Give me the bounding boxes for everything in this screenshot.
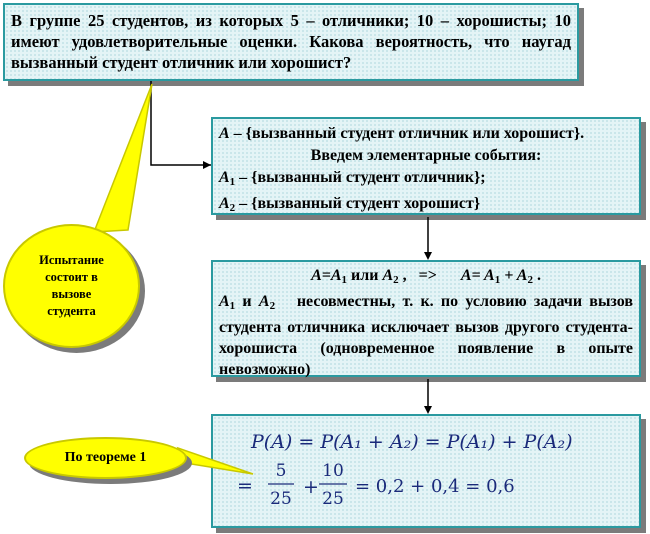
probability-sum-formula: P(A) = P(A₁ + A₂) = P(A₁) + P(A₂) (251, 431, 573, 453)
rel-sum: A= A (460, 267, 495, 284)
rel-end: . (532, 267, 541, 284)
rel-sum-sub1: 1 (494, 274, 501, 286)
event-a2-text: – {вызванный студент хорошист} (235, 195, 481, 212)
fraction2-denominator: 25 (322, 489, 344, 509)
rel-a2: A (382, 267, 394, 284)
rel-sum-sub2: 2 (527, 274, 533, 286)
formula-plus-sign: + (303, 476, 319, 498)
formula-eq-sign: = (237, 475, 253, 497)
theorem-callout (24, 437, 187, 479)
theorem-callout-pointer (178, 448, 253, 474)
rel-implies: , => (398, 267, 461, 284)
event-a-text: – {вызванный студент отличник или хорошист}. (229, 125, 585, 142)
exp-sub2: 2 (269, 300, 276, 312)
rel-plus: + A (500, 267, 528, 284)
rel-sub1: 1 (341, 274, 348, 286)
exp-sub1: 1 (229, 300, 236, 312)
exp-a2: A (258, 293, 270, 310)
rel-a: A=A (311, 267, 342, 284)
arrowhead-reasoning (424, 252, 432, 260)
theorem-callout-text: По теореме 1 (64, 450, 147, 465)
var-a1: A (219, 169, 230, 186)
exp-and: и (235, 293, 259, 310)
var-a: A (219, 125, 230, 142)
fraction1-denominator: 25 (270, 489, 292, 509)
problem-text: В группе 25 студентов, из которых 5 – отличники; 10 – хорошисты; 10 имеют удовлетворительные оценки. Какова вероятность, что наугад вызванный студент отличник или хорошист? (11, 11, 571, 72)
rel-or: или (347, 267, 383, 284)
fraction1-numerator: 5 (275, 461, 287, 481)
trial-callout (3, 224, 140, 348)
arrowhead-events (203, 161, 211, 169)
trial-callout-text: Испытание состоит в вызове студента (39, 253, 104, 318)
var-a2: A (219, 195, 230, 212)
exp-text: несовместны, т. к. по условию задачи вызов студента отличника исключает вызов другого студента-хорошиста (одновременное появление в опыте невозможно) (219, 293, 638, 378)
trial-callout-pointer (94, 84, 152, 232)
sub-2: 2 (229, 202, 236, 214)
event-a1-text: – {вызванный студент отличник}; (235, 169, 486, 186)
arrowhead-formula (424, 406, 432, 414)
fraction2-numerator: 10 (322, 461, 344, 481)
rel-sub2: 2 (393, 274, 399, 286)
exp-a1: A (219, 293, 230, 310)
formula-result: = 0,2 + 0,4 = 0,6 (355, 476, 515, 497)
elementary-events-heading: Введем элементарные события: (310, 147, 542, 164)
connector-problem-to-events (151, 81, 211, 165)
sub-1: 1 (229, 176, 236, 188)
